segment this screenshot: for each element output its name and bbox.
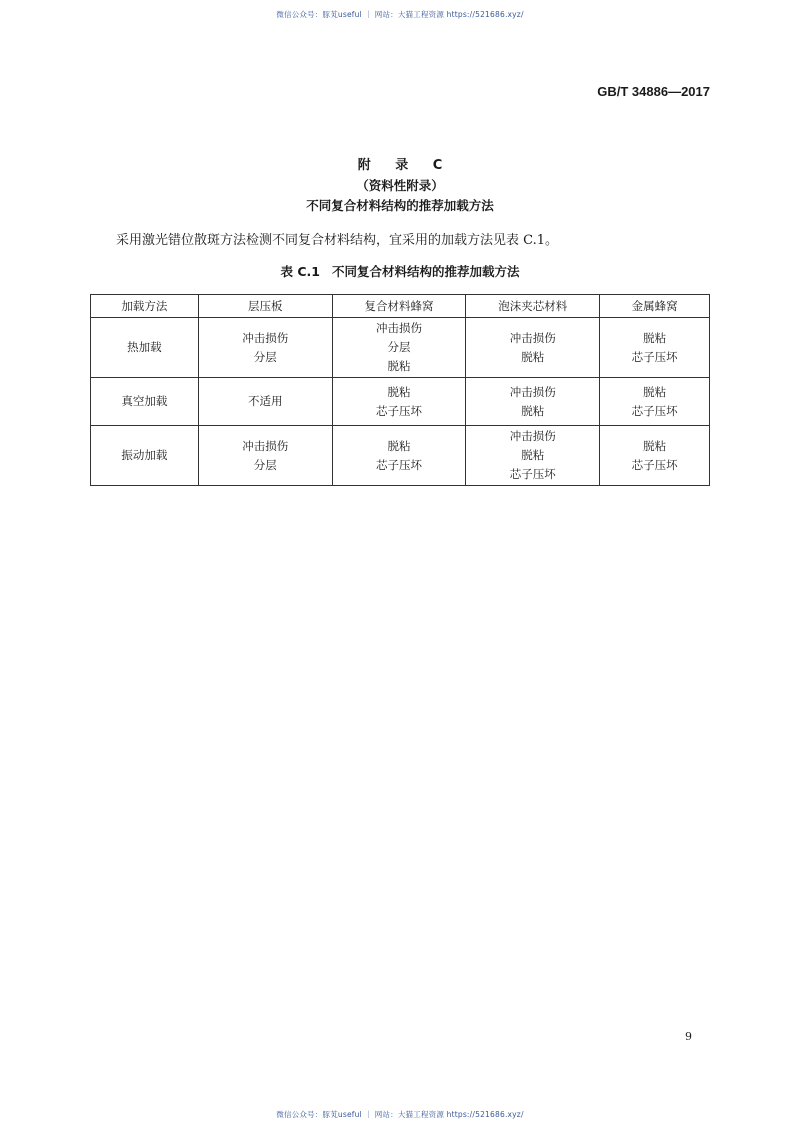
table-caption-title: 不同复合材料结构的推荐加载方法 bbox=[331, 264, 520, 279]
table-cell: 脱粘 芯子压坏 bbox=[600, 426, 710, 486]
table-cell: 冲击损伤 脱粘 bbox=[466, 378, 600, 426]
header-composite-honeycomb: 复合材料蜂窝 bbox=[332, 295, 466, 318]
header-foam-sandwich: 泡沫夹芯材料 bbox=[466, 295, 600, 318]
table-cell: 冲击损伤 脱粘 bbox=[466, 318, 600, 378]
table-row bbox=[91, 378, 710, 426]
table-cell: 不适用 bbox=[198, 378, 332, 426]
table-cell: 脱粘 芯子压坏 bbox=[332, 378, 466, 426]
page-number: 9 bbox=[685, 1030, 692, 1043]
row-method-thermal: 热加载 bbox=[91, 318, 199, 378]
table-caption bbox=[0, 262, 800, 280]
row-method-vacuum: 真空加载 bbox=[91, 378, 199, 426]
header-metal-honeycomb: 金属蜂窝 bbox=[600, 295, 710, 318]
header-laminate: 层压板 bbox=[198, 295, 332, 318]
watermark-top: 微信公众号：豚芄useful ｜ 网站：大猫工程资源 https://521686.xyz/ bbox=[276, 10, 524, 19]
annex-title: 不同复合材料结构的推荐加载方法 bbox=[306, 198, 494, 213]
table-cell: 冲击损伤 脱粘 芯子压坏 bbox=[466, 426, 600, 486]
table-row bbox=[91, 426, 710, 486]
annex-type: （资料性附录） bbox=[356, 178, 444, 193]
watermark-bottom: 微信公众号：豚芄useful ｜ 网站：大猫工程资源 https://521686.xyz/ bbox=[276, 1110, 524, 1119]
table-cell: 冲击损伤 分层 bbox=[198, 426, 332, 486]
table-cell: 脱粘 芯子压坏 bbox=[600, 318, 710, 378]
table-header-row bbox=[91, 295, 710, 318]
loading-methods-table bbox=[90, 294, 710, 486]
table-row bbox=[91, 318, 710, 378]
table-cell: 脱粘 芯子压坏 bbox=[332, 426, 466, 486]
row-method-vibration: 振动加载 bbox=[91, 426, 199, 486]
table-cell: 冲击损伤 分层 脱粘 bbox=[332, 318, 466, 378]
body-paragraph: 采用激光错位散斑方法检测不同复合材料结构，宜采用的加载方法见表 C.1。 bbox=[116, 233, 559, 248]
annex-label: 附 录 C bbox=[357, 158, 453, 173]
header-loading-method: 加载方法 bbox=[91, 295, 199, 318]
table-cell: 冲击损伤 分层 bbox=[198, 318, 332, 378]
table-caption-number: 表 C.1 bbox=[280, 264, 320, 279]
table-cell: 脱粘 芯子压坏 bbox=[600, 378, 710, 426]
standard-id: GB/T 34886—2017 bbox=[597, 84, 710, 99]
